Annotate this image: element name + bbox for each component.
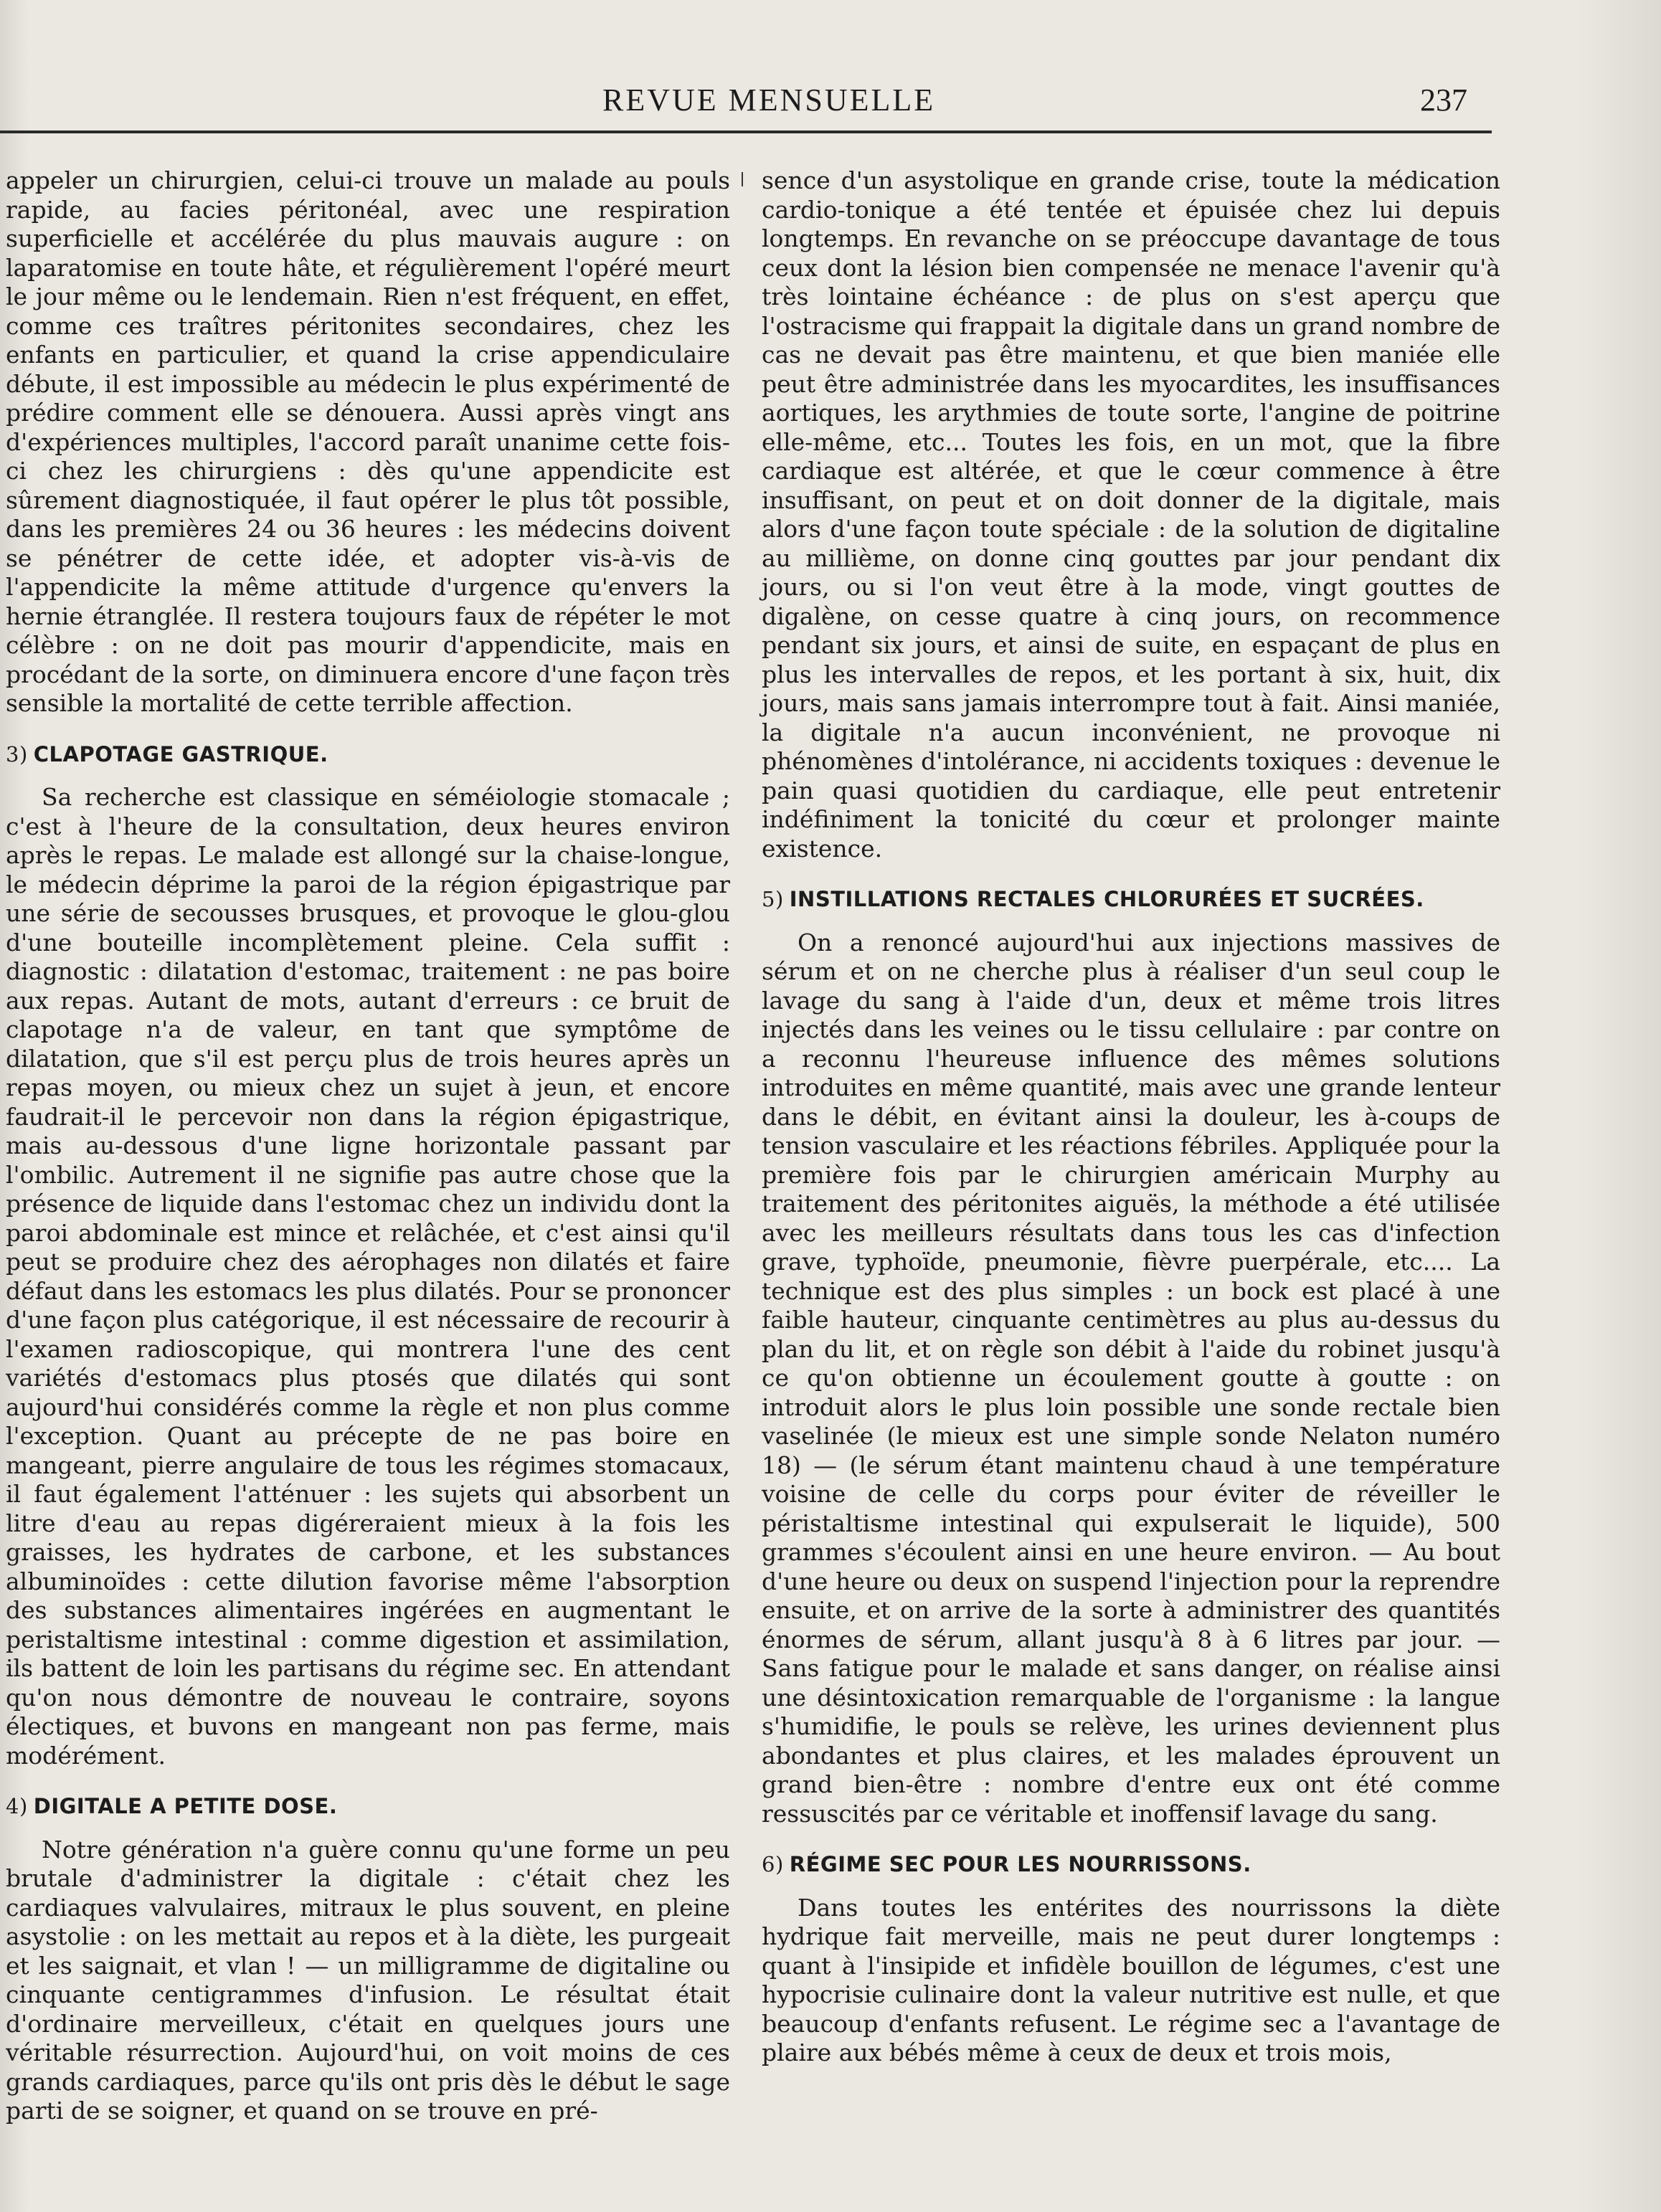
column-divider: [742, 172, 743, 186]
paragraph-instillations: On a renoncé aujourd'hui aux injections massives de sérum et on ne cherche plus à réaliser d'un seul coup le lavage du sang à l'aide d'un, deux et même trois litres injectés dans les veines ou le tissu cellulaire : par contre on a reconnu l'heureuse influence des mêmes solutions introduites en même quantité, mais avec une grande lenteur dans le débit, en évitant ainsi la douleur, les à-coups de tension vasculaire et les réactions fébriles. Appliquée pour la première fois par le chirurgien américain Murphy au traitement des péritonites aiguës, la méthode a été utilisée avec les meilleurs résultats dans tous les cas d'infection grave, typhoïde, pneumonie, fièvre puerpérale, etc.... La technique est des plus simples : un bock est placé à une faible hauteur, cinquante centimètres au plus au-dessus du plan du lit, et on règle son débit à l'aide du robinet jusqu'à ce qu'on obtienne un écoulement goutte à goutte : on introduit alors le plus loin possible une sonde rectale bien vaselinée (le mieux est une simple sonde Nelaton numéro 18) — (le sérum étant maintenu chaud à une température voisine de celle du corps pour éviter de réveiller le péristaltisme intestinal qui expulserait le liquide), 500 grammes s'écoulent ainsi en une heure environ. — Au bout d'une heure ou deux on suspend l'injection pour la reprendre ensuite, et on arrive de la sorte à administrer des quantités énormes de sérum, allant jusqu'à 8 à 6 litres par jour. — Sans fatigue pour le malade et sans danger, on réalise ainsi une désintoxication remarquable de l'organisme : la langue s'humidifie, le pouls se relève, les urines deviennent plus abondantes et plus claires, et les malades éprouvent un grand bien-être : nombre d'entre eux ont été comme ressuscités par ce véritable et inoffensif lavage du sang.: [762, 928, 1500, 1828]
header-rule: [0, 130, 1492, 133]
right-column: [762, 166, 1500, 2068]
page-number: 237: [1420, 82, 1467, 118]
section-number: 4): [6, 1794, 28, 1818]
section-heading-digitale: [6, 1792, 730, 1821]
paragraph-clapotage: Sa recherche est classique en séméiologie stomacale ; c'est à l'heure de la consultation, deux heures environ après le repas. Le malade est allongé sur la chaise-longue, le médecin déprime la paroi de la région épigastrique par une série de secousses brusques, et provoque le glou-glou d'une bouteille incomplètement pleine. Cela suffit : diagnostic : dilatation d'estomac, traitement : ne pas boire aux repas. Autant de mots, autant d'erreurs : ce bruit de clapotage n'a de valeur, en tant que symptôme de dilatation, que s'il est perçu plus de trois heures après un repas moyen, ou mieux chez un sujet à jeun, et encore faudrait-il le percevoir non dans la région épigastrique, mais au-dessous d'une ligne horizontale passant par l'ombilic. Autrement il ne signifie pas autre chose que la présence de liquide dans l'estomac chez un individu dont la paroi abdominale est mince et relâchée, et c'est ainsi qu'il peut se produire chez des aérophages non dilatés et faire défaut dans les estomacs les plus dilatés. Pour se prononcer d'une façon plus catégorique, il est nécessaire de recourir à l'examen radioscopique, qui montrera l'une des cent variétés d'estomacs plus ptosés que dilatés qui sont aujourd'hui considérés comme la règle et non plus comme l'exception. Quant au précepte de ne pas boire en mangeant, pierre angulaire de tous les régimes stomacaux, il faut également l'atténuer : les sujets qui absorbent un litre d'eau au repas digéreraient mieux à la fois les graisses, les hydrates de carbone, et les substances albuminoïdes : cette dilution favorise même l'absorption des substances alimentaires ingérées en augmentant le peristaltisme intestinal : comme digestion et assimilation, ils battent de loin les partisans du régime sec. En attendant qu'on nous démontre de nouveau le contraire, soyons électiques, et buvons en mangeant non pas ferme, mais modérément.: [6, 783, 730, 1770]
section-title: RÉGIME SEC POUR LES NOURRISSONS.: [789, 1852, 1251, 1876]
paragraph-regime-sec: Dans toutes les entérites des nourrissons la diète hydrique fait merveille, mais ne peut durer longtemps : quant à l'insipide et infidèle bouillon de légumes, c'est une hypocrisie culinaire dont la valeur nutritive est nulle, et que beaucoup d'enfants refusent. Le régime sec a l'avantage de plaire aux bébés même à ceux de deux et trois mois,: [762, 1893, 1500, 2066]
section-number: 5): [762, 887, 784, 911]
section-title: INSTILLATIONS RECTALES CHLORURÉES ET SUCRÉES.: [789, 887, 1424, 911]
running-title: REVUE MENSUELLE: [602, 82, 936, 118]
section-number: 3): [6, 741, 28, 766]
section-number: 6): [762, 1852, 784, 1876]
section-heading-instillations: [762, 885, 1500, 914]
page-header: [0, 72, 1506, 136]
section-title: CLAPOTAGE GASTRIQUE.: [33, 741, 328, 766]
paragraph-digitale-end: sence d'un asystolique en grande crise, toute la médication cardio-tonique a été tentée et épuisée chez lui depuis longtemps. En revanche on se préoccupe davantage de tous ceux dont la lésion bien compensée ne menace l'avenir qu'à très lointaine échéance : de plus on s'est aperçu que l'ostracisme qui frappait la digitale dans un grand nombre de cas ne devait pas être maintenu, et que bien maniée elle peut être administrée dans les myocardites, les insuffisances aortiques, les arythmies de toute sorte, l'angine de poitrine elle-même, etc... Toutes les fois, en un mot, que la fibre cardiaque est altérée, et que le cœur commence à être insuffisant, on peut et on doit donner de la digitale, mais alors d'une façon toute spéciale : de la solution de digitaline au millième, on donne cinq gouttes par jour pendant dix jours, ou si l'on veut être à la mode, vingt gouttes de digalène, on cesse quatre à cinq jours, on recommence pendant six jours, et ainsi de suite, en espaçant de plus en plus les intervalles de repos, et les portant à six, huit, dix jours, mais sans jamais interrompre tout à fait. Ainsi maniée, la digitale n'a aucun inconvénient, ne provoque ni phénomènes d'intolérance, ni accidents toxiques : devenue le pain quasi quotidien du cardiaque, elle peut entretenir indéfiniment la tonicité du cœur et prolonger mainte existence.: [762, 166, 1500, 863]
paragraph-digitale-start: Notre génération n'a guère connu qu'une forme un peu brutale d'administrer la digitale : c'était chez les cardiaques valvulaires, mitraux le plus souvent, en pleine asystolie : on les mettait au repos et à la diète, les purgeait et les saignait, et vlan ! — un milligramme de digitaline ou cinquante centigrammes d'infusion. Le résultat était d'ordinaire merveilleux, c'était en quelques jours une véritable résurrection. Aujourd'hui, on voit moins de ces grands cardiaques, parce qu'ils ont pris dès le début le sage parti de se soigner, et quand on se trouve en pré-: [6, 1835, 730, 2125]
section-title: DIGITALE A PETITE DOSE.: [33, 1794, 338, 1818]
left-column: [6, 166, 730, 2126]
section-heading-clapotage: [6, 740, 730, 769]
paragraph-appendicite-end: appeler un chirurgien, celui-ci trouve un malade au pouls rapide, au facies péritonéal, avec une respiration superficielle et accélérée du plus mauvais augure : on laparatomise en toute hâte, et régulièrement l'opéré meurt le jour même ou le lendemain. Rien n'est fréquent, en effet, comme ces traîtres péritonites secondaires, chez les enfants en particulier, et quand la crise appendiculaire débute, il est impossible au médecin le plus expérimenté de prédire comment elle se dénouera. Aussi après vingt ans d'expériences multiples, l'accord paraît unanime cette fois-ci chez les chirurgiens : dès qu'une appendicite est sûrement diagnostiquée, il faut opérer le plus tôt possible, dans les premières 24 ou 36 heures : les médecins doivent se pénétrer de cette idée, et adopter vis-à-vis de l'appendicite la même attitude d'urgence qu'envers la hernie étranglée. Il restera toujours faux de répéter le mot célèbre : on ne doit pas mourir d'appendicite, mais en procédant de la sorte, on diminuera encore d'une façon très sensible la mortalité de cette terrible affection.: [6, 166, 730, 717]
section-heading-regime-sec: [762, 1850, 1500, 1879]
